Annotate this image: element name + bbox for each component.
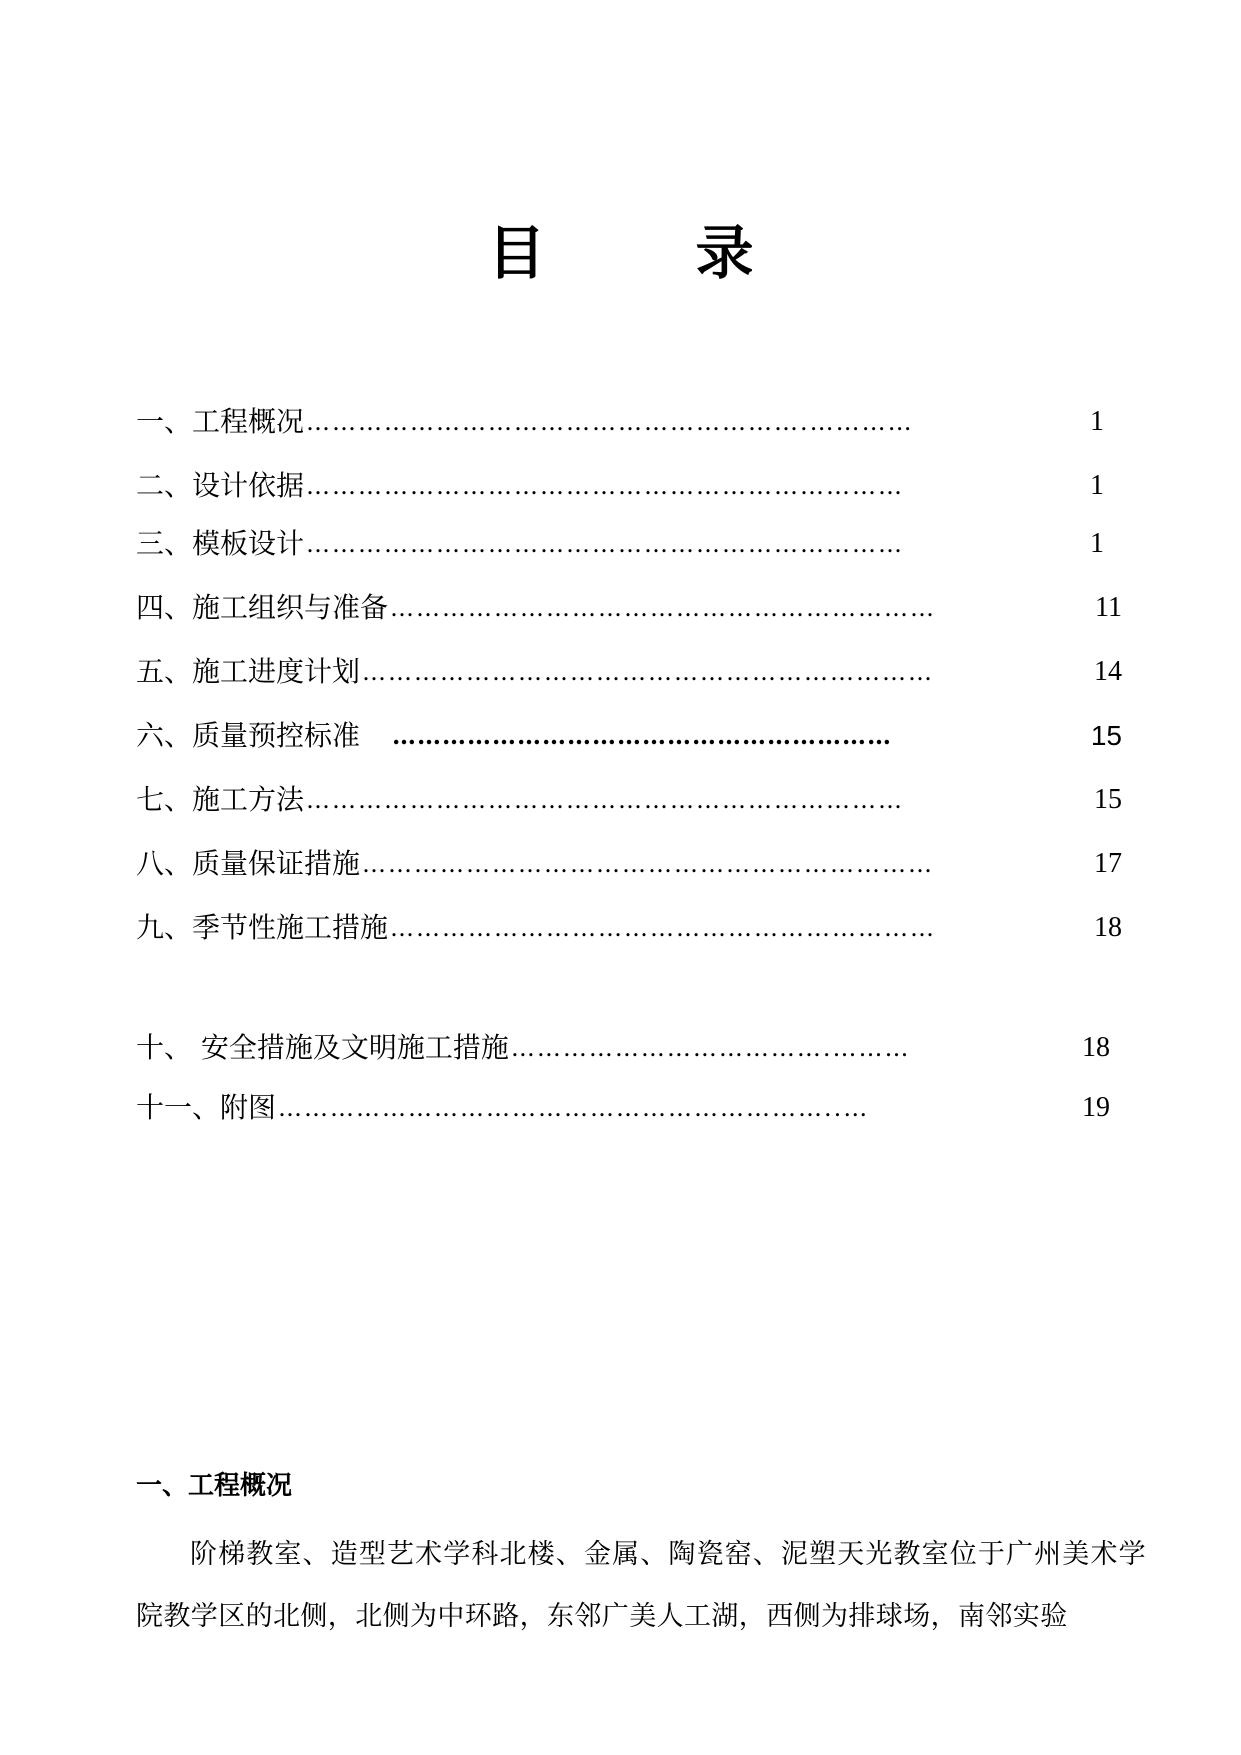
toc-page-number: 14	[1094, 656, 1122, 687]
toc-page-number: 15	[1094, 784, 1122, 815]
toc-entry-label: 十一、附图	[136, 1091, 277, 1124]
toc-entry-label: 六、质量预控标准	[136, 719, 361, 752]
toc-leader-dots: …………………………………………………………	[362, 850, 935, 878]
toc-leader-dots: ………………………………………………………..…	[278, 1094, 870, 1122]
toc-entry-1[interactable]	[136, 400, 1104, 440]
toc-entry-7[interactable]	[136, 778, 1122, 818]
toc-entry-label: 三、模板设计	[136, 527, 305, 560]
toc-entry-label: 一、工程概况	[136, 405, 305, 438]
toc-page-number: 1	[1090, 470, 1104, 501]
toc-entry-label: 七、施工方法	[136, 783, 305, 816]
toc-entry-2[interactable]	[136, 464, 1104, 504]
toc-entry-5[interactable]	[136, 650, 1122, 690]
toc-entry-6[interactable]	[136, 714, 1122, 754]
section-heading: 一、工程概况	[136, 1471, 293, 1501]
body-paragraph: 阶梯教室、造型艺术学科北楼、金属、陶瓷窑、泥塑天光教室位于广州美术学院教学区的北侧，北侧为中环路，东邻广美人工湖，西侧为排球场，南邻实验	[136, 1539, 1146, 1632]
toc-page-number: 18	[1082, 1032, 1110, 1063]
toc-entry-8[interactable]	[136, 842, 1122, 882]
toc-entry-label: 九、季节性施工措施	[136, 911, 389, 944]
toc-entry-label: 五、施工进度计划	[136, 655, 361, 688]
toc-entry-4[interactable]	[136, 586, 1122, 626]
toc-entry-label: 八、质量保证措施	[136, 847, 361, 880]
toc-page-number: 15	[1090, 720, 1122, 751]
toc-leader-dots: ………………………………………………….…………	[306, 408, 914, 436]
toc-page-number: 1	[1090, 406, 1104, 437]
toc-entry-9[interactable]	[136, 906, 1122, 946]
toc-leader-dots: ……………………………….………	[510, 1034, 911, 1062]
toc-entry-label: 四、施工组织与准备	[136, 591, 389, 624]
toc-title-char-1: 目	[487, 219, 546, 287]
toc-title	[0, 218, 1241, 288]
toc-page-number: 19	[1082, 1092, 1110, 1123]
toc-leader-dots: ……………………………………………………………	[306, 530, 905, 558]
toc-leader-dots: ……………………………………………………………	[306, 472, 905, 500]
toc-entry-3[interactable]	[136, 522, 1104, 562]
toc-title-char-2: 录	[695, 219, 754, 287]
toc-leader-dots: ……………………………………………………	[392, 721, 893, 750]
toc-entry-11[interactable]	[136, 1086, 1110, 1126]
toc-leader-dots: …………………………………………………………	[362, 658, 935, 686]
toc-entry-10[interactable]	[136, 1026, 1110, 1066]
toc-page-number: 1	[1090, 528, 1104, 559]
toc-entry-label: 十、 安全措施及文明施工措施	[136, 1031, 509, 1064]
toc-leader-dots: ………………………………………………………	[390, 914, 937, 942]
toc-page-number: 17	[1094, 848, 1122, 879]
toc-page-number: 11	[1095, 592, 1122, 623]
toc-leader-dots: ………………………………………………………	[390, 594, 937, 622]
toc-leader-dots: ……………………………………………………………	[306, 786, 905, 814]
toc-entry-label: 二、设计依据	[136, 469, 305, 502]
toc-page-number: 18	[1094, 912, 1122, 943]
